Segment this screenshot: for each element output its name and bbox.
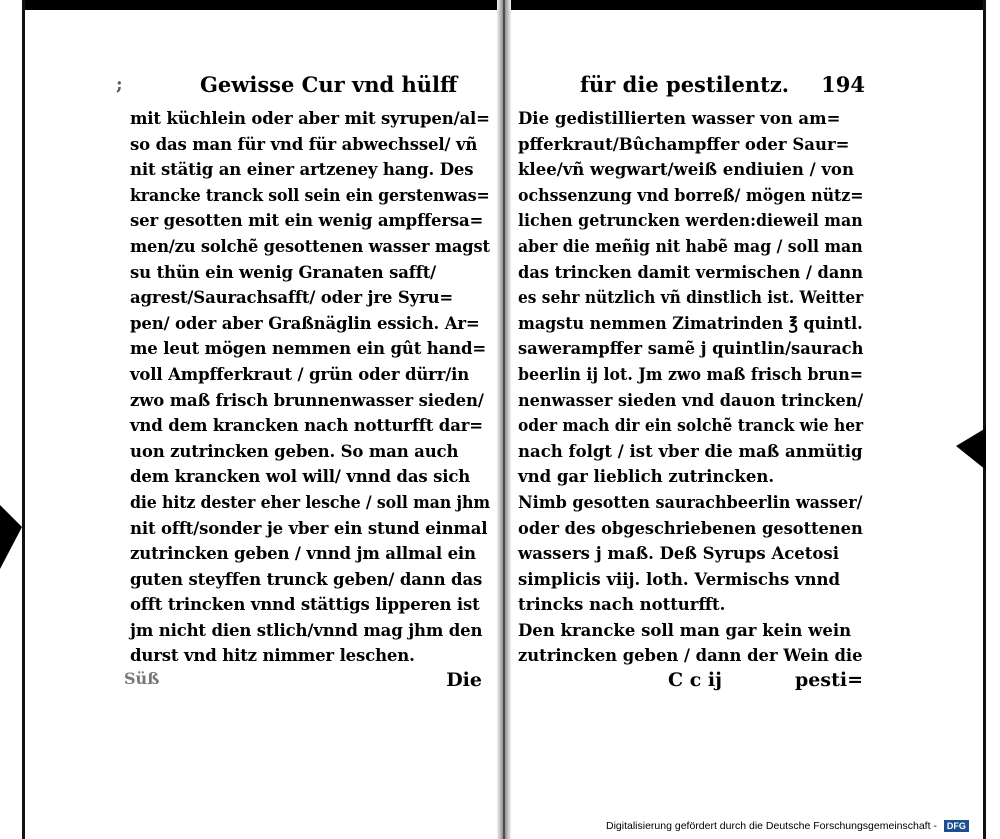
text-line: pen/ oder aber Graßnäglin essich. Ar= [130,313,480,333]
signature-mark: C c ij [668,669,723,692]
text-line: ser gesotten mit ein wenig ampffersa= [130,211,484,231]
text-line: pfferkraut/Bûchampffer oder Saur= [518,134,850,154]
text-line: voll Ampfferkraut / grün oder dürr/in [130,364,470,384]
text-line: me leut mögen nemmen ein gût hand= [130,339,487,359]
left-page-header [116,72,490,106]
text-line: men/zu solchẽ gesottenen wasser magst [130,236,490,256]
text-line: uon zutrincken geben. So man auch [130,441,459,461]
text-line: aber die meñig nit habẽ mag / soll man [518,236,863,256]
text-line: sawerampffer samẽ j quintlin/saurach [518,339,864,359]
text-line: wassers j maß. Deß Syrups Acetosi [518,544,839,564]
text-line: guten steyffen trunck geben/ dann das [130,569,483,589]
text-line: simplicis viij. loth. Vermischs vnnd [518,569,841,589]
text-line: krancke tranck soll sein ein gerstenwas= [130,185,490,205]
text-line: vnd gar lieblich zutrincken. [518,467,775,487]
scan-left-border [22,0,25,839]
right-page-header [518,72,863,106]
scan-right-border [983,0,986,839]
right-running-title: für die pestilentz. [580,72,790,97]
text-line: Nimb gesotten saurachbeerlin wasser/ [518,492,863,512]
text-line: durst vnd hitz nimmer leschen. [130,646,415,666]
digitization-credit [606,820,969,832]
text-line: zutrincken geben / vnnd jm allmal ein [130,544,476,564]
text-line: agrest/Saurachsafft/ oder jre Syru= [130,288,454,308]
left-catchword: Die [446,669,482,692]
right-page-clip-shadow [956,428,986,470]
text-line: trincks nach notturfft. [518,595,726,615]
text-line: Den krancke soll man gar kein wein [518,620,852,640]
text-line: offt trincken vnnd stättigs lipperen ist [130,595,480,615]
text-line: su thün ein wenig Granaten safft/ [130,262,437,282]
left-page-clip-shadow [0,505,22,569]
text-line: so das man für vnd für abwechssel/ vñ [130,134,478,154]
left-header-margin-mark: ; [116,74,123,95]
credit-text: Digitalisierung gefördert durch die Deutsche Forschungsgemeinschaft - [606,820,937,832]
text-line: es sehr nützlich vñ dinstlich ist. Weitter [518,288,864,308]
text-line: Die gedistillierten wasser von am= [518,109,841,128]
text-line: nit offt/sonder je vber ein stund einmal [130,518,488,538]
left-running-title: Gewisse Cur vnd hülff [200,72,458,97]
text-line: die hitz dester eher lesche / soll man jhm [130,492,490,512]
text-line: magstu nemmen Zimatrinden ℥ quintl. [518,313,863,333]
text-line: mit küchlein oder aber mit syrupen/al= [130,109,490,128]
text-line: klee/vñ wegwart/weiß endiuien / von [518,160,854,180]
text-line: nach folgt / ist vber die maß anmütig [518,441,863,461]
text-line: beerlin ij lot. Jm zwo maß frisch brun= [518,364,863,384]
text-line: zutrincken geben / dann der Wein die [518,646,863,666]
text-line: vnd dem krancken nach notturfft dar= [130,416,483,436]
text-line: oder mach dir ein solchẽ tranck wie her [518,416,864,436]
left-page-catchline [124,669,490,699]
page-number: 194 [821,72,865,97]
left-catch-margin-mark: Süß [124,669,160,689]
book-gutter [497,0,511,839]
text-line: zwo maß frisch brunnenwasser sieden/ [130,390,484,410]
text-line: lichen getruncken werden:dieweil man [518,211,863,231]
text-line: das trincken damit vermischen / dann [518,262,863,282]
text-line: nenwasser sieden vnd dauon trincken/ [518,390,864,410]
text-line: nit stätig an einer artzeney hang. Des [130,160,474,180]
text-line: dem krancken wol will/ vnnd das sich [130,467,471,487]
dfg-logo: DFG [944,820,969,832]
left-page [116,72,490,699]
right-page-catchline [518,669,863,699]
text-line: jm nicht dien stlich/vnnd mag jhm den [130,620,483,640]
left-page-text [130,106,490,669]
right-page-text [518,106,863,669]
text-line: ochssenzung vnd borreß/ mögen nütz= [518,185,864,205]
text-line: oder des obgeschriebenen gesottenen [518,518,863,538]
right-catchword: pesti= [795,669,863,692]
right-page [518,72,863,699]
